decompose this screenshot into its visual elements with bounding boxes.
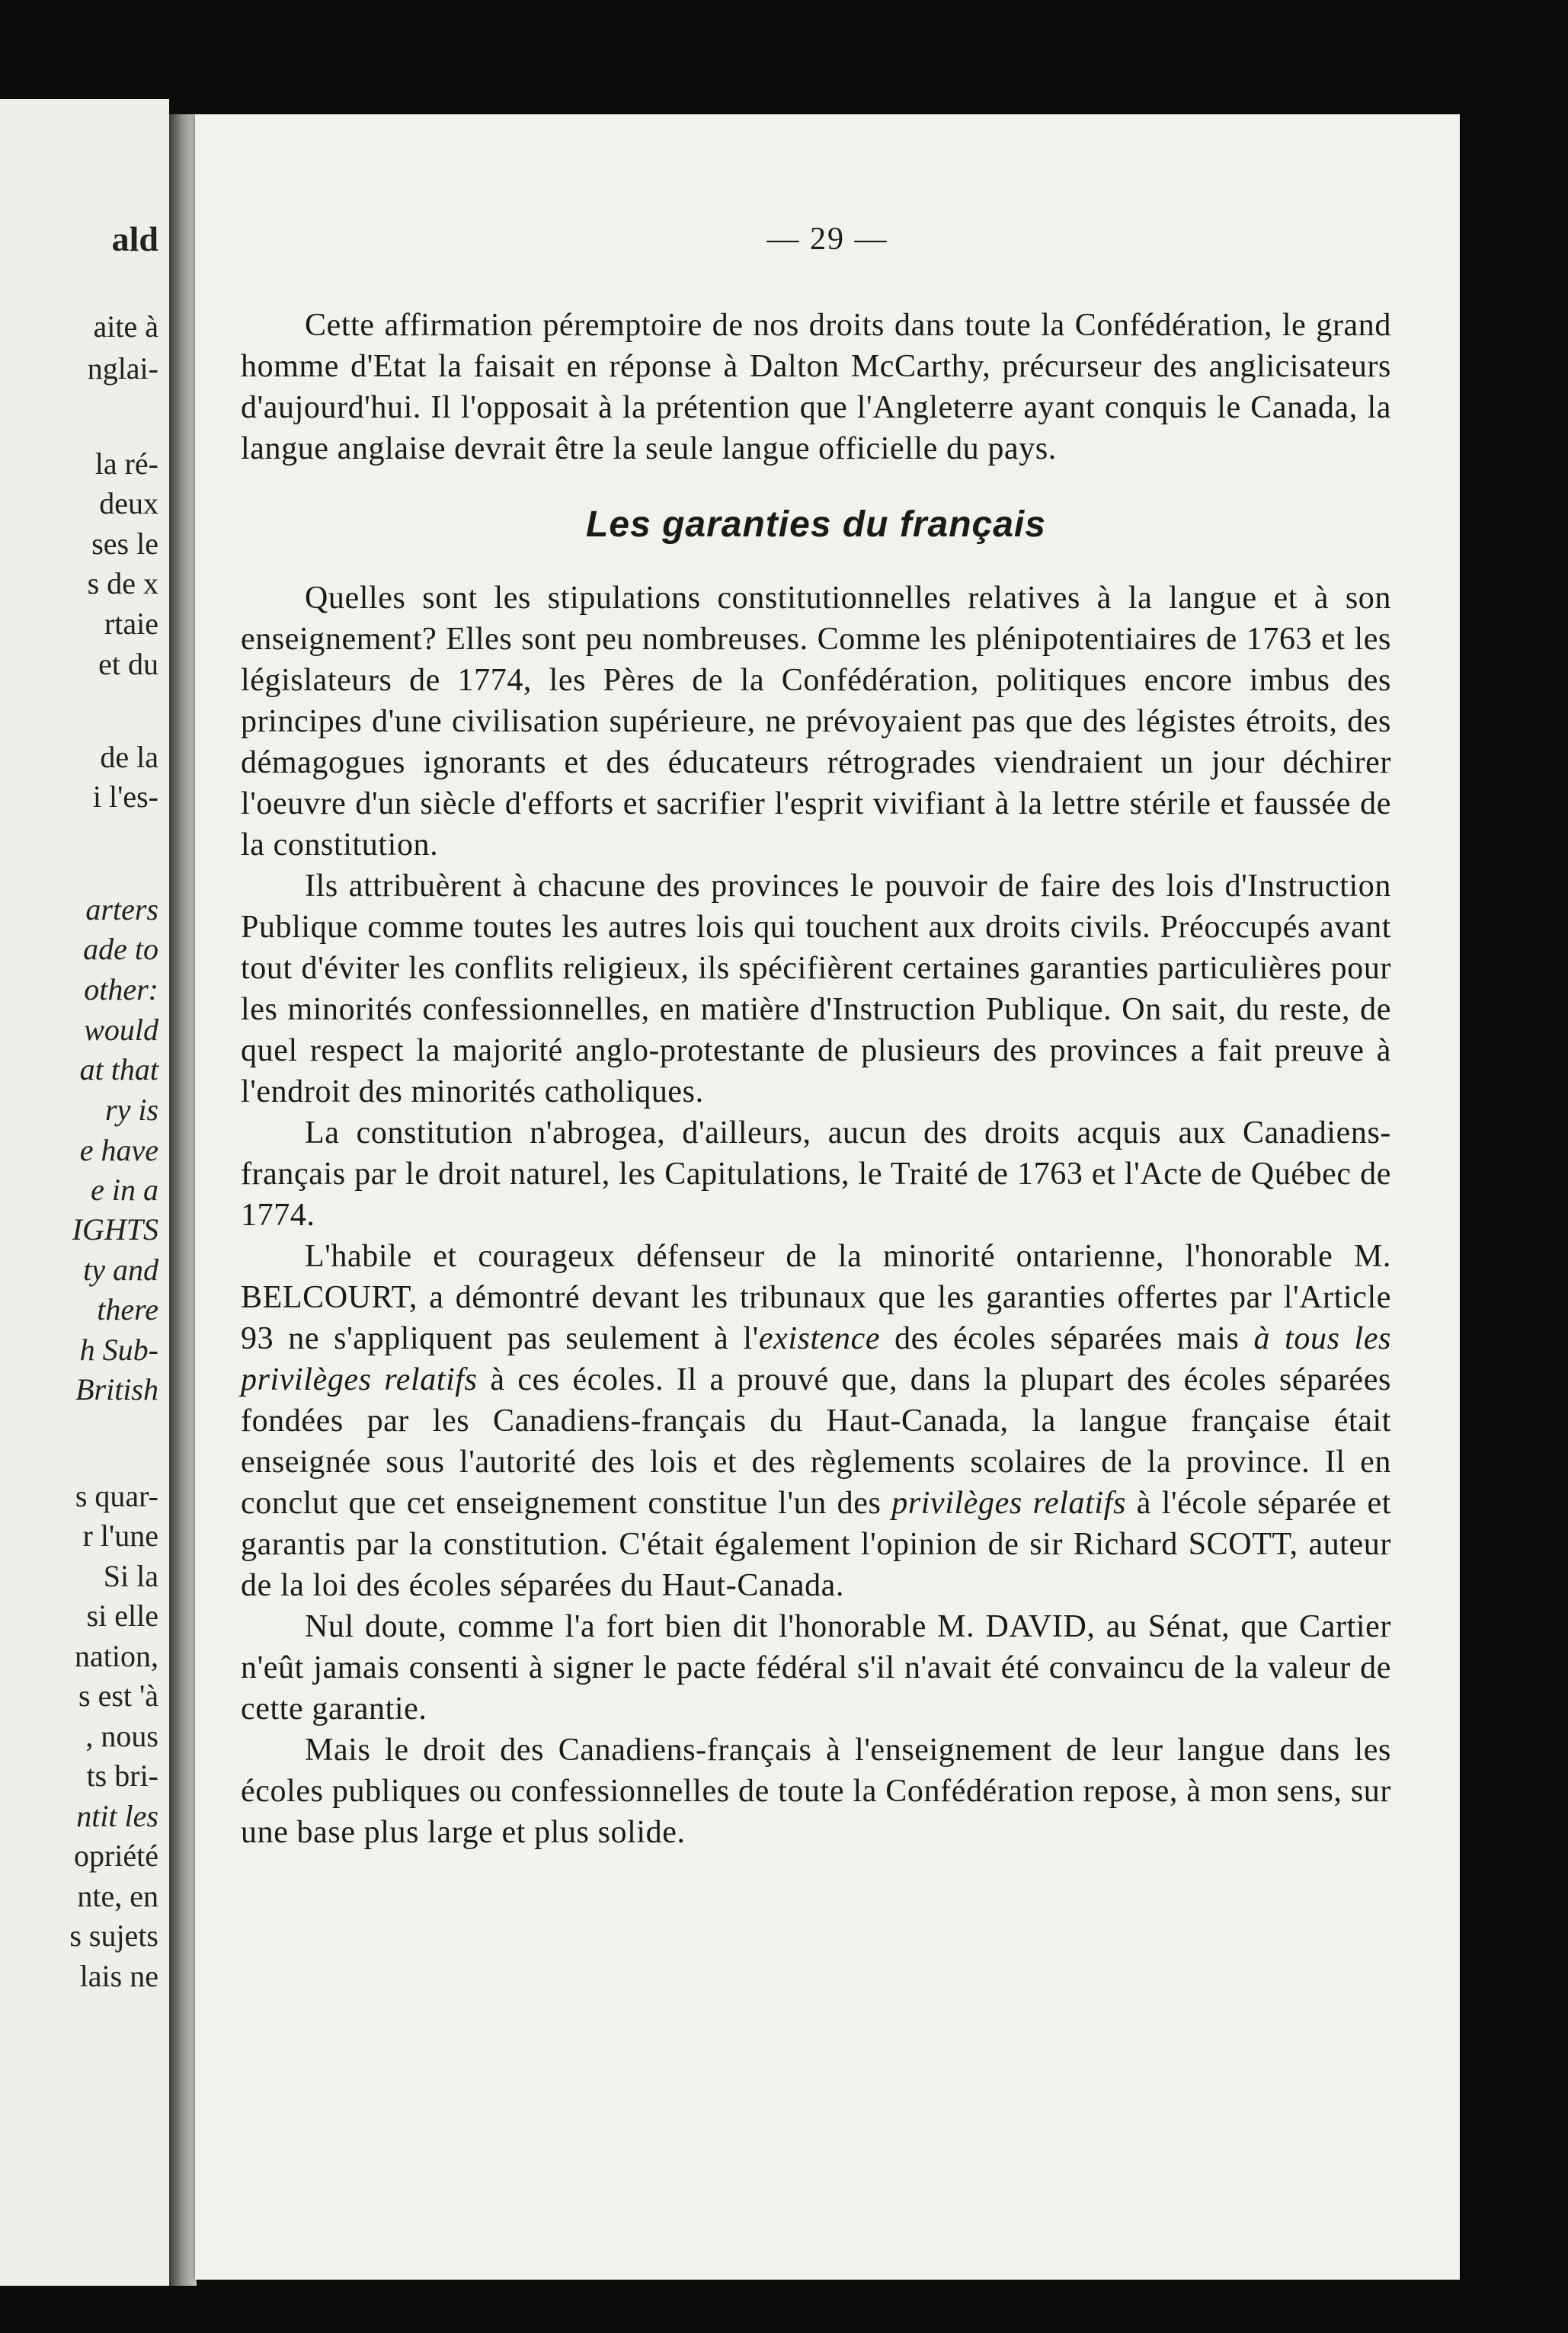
text-run: des écoles séparées mais [880,1321,1254,1356]
text-run: à l'école séparée et garantis par la constitution. C'était également l'opinion de sir Richard SCOTT, auteur de la loi des écoles séparées du Haut-Canada. [241,1486,1391,1603]
text-run: L'habile et courageux défenseur de la minorité ontarienne, l'honorable M. BELCOURT, a démontré devant les tribunaux que les garanties offertes par l'Article 93 ne s'appliquent pas seulement à l' [241,1239,1391,1356]
book-gutter [169,114,197,2286]
paragraph-provinces: Ils attribuèrent à chacune des provinces le pouvoir de faire des lois d'Instruction Publique comme toutes les autres lois qui touchent aux droits civils. Préoccupés avant tout d'éviter les conflits religieux, ils spécifièrent certaines garanties particulières pour les minorités confessionnelles, en matière d'Instruction Publique. On sait, du reste, de quel respect la majorité anglo-protestante de plusieurs des provinces a fait preuve à l'endroit des minorités catholiques. [241,869,1391,1109]
page-number: — 29 — [766,222,888,257]
facing-page-line: ts bri- [86,1759,158,1793]
facing-page-line: de la [100,740,158,774]
italic-text-run: à tous les privilèges relatifs [241,1321,1392,1397]
facing-page-line: deux [99,486,158,520]
facing-page-line: et du [98,647,158,681]
facing-page-line: aite à [93,309,158,344]
facing-page-line: Si la [103,1559,158,1593]
paragraph-david: Nul doute, comme l'a fort bien dit l'honorable M. DAVID, au Sénat, que Cartier n'eût jamais consenti à signer le pacte fédéral s'il n'avait été convaincu de la valeur de cette garantie. [241,1609,1391,1727]
facing-page-line: at that [79,1052,158,1086]
facing-page-line: IGHTS [72,1212,158,1247]
intro-paragraph: Cette affirmation péremptoire de nos droits dans toute la Confédération, le grand homme d'Etat la faisait en réponse à Dalton McCarthy, précurseur des anglicisateurs d'aujourd'hui. Il l'opposait à la prétention que l'Angleterre ayant conquis le Canada, la langue anglaise devrait être la seule langue officielle du pays. [241,308,1391,466]
facing-page-line: nglai- [87,351,158,386]
facing-page-line: rtaie [104,606,158,641]
italic-text-run: existence [758,1321,881,1356]
facing-page-line: ry is [105,1093,158,1127]
facing-page-line: opriété [73,1839,158,1873]
facing-page-line: ald [111,219,158,258]
facing-page-line: ntit les [76,1799,158,1833]
paragraph-constitution: La constitution n'abrogea, d'ailleurs, aucun des droits acquis aux Canadiens-français par le droit naturel, les Capitulations, le Traité de 1763 et l'Acte de Québec de 1774. [241,1115,1391,1233]
facing-page-line: s de x [87,566,158,600]
facing-page-line: other: [84,972,158,1006]
facing-page-line: si elle [86,1599,158,1633]
italic-text-run: privilèges relatifs [891,1486,1126,1521]
facing-page-line: r l'une [82,1519,158,1553]
facing-page-line: nte, en [77,1879,158,1913]
facing-page-line: ade to [83,932,158,966]
facing-page-line: arters [85,892,158,926]
facing-page-line: British [75,1372,158,1407]
paragraph-stipulations: Quelles sont les stipulations constitutionnelles relatives à la langue et à son enseignement? Elles sont peu nombreuses. Comme les plénipotentiaires de 1763 et les législateurs de 1774, les Pères de la Confédération, politiques encore imbus des principes d'une civilisation supérieure, ne prévoyaient pas que des légistes étroits, des démagogues ignorants et des éducateurs rétrogrades viendraient un jour déchirer l'oeuvre d'un siècle d'efforts et sacrifier l'esprit vivifiant à la lettre stérile et faussée de la constitution. [241,581,1391,862]
facing-page-line: there [97,1292,158,1327]
facing-page-line: s sujets [69,1919,158,1953]
facing-page-line: , nous [85,1719,158,1753]
facing-page-line: e have [79,1133,158,1167]
facing-page-line: would [84,1013,158,1047]
facing-page-line: la ré- [94,446,158,481]
facing-page-line: lais ne [79,1959,158,1993]
section-heading: Les garanties du français [586,504,1046,545]
facing-page-line: e in a [91,1173,158,1207]
facing-page-line: s est 'à [78,1679,158,1713]
facing-page-fragment [0,99,169,2286]
page-body [241,305,1391,1853]
facing-page-line: ty and [83,1253,158,1287]
book-page [195,114,1460,2280]
paragraph-belcourt [241,1236,1391,1606]
facing-page-line: ses le [91,526,158,561]
facing-page-line: h Sub- [79,1333,158,1367]
facing-page-line: nation, [75,1639,158,1673]
facing-page-line: i l'es- [92,779,158,814]
facing-page-line: s quar- [75,1479,158,1513]
text-run: à ces écoles. Il a prouvé que, dans la plupart des écoles séparées fondées par les Canadiens-français du Haut-Canada, la langue française était enseignée sous l'autorité des lois et des règlements scolaires de la province. Il en conclut que cet enseignement constitue l'un des [241,1362,1391,1521]
paragraph-conclusion: Mais le droit des Canadiens-français à l'enseignement de leur langue dans les écoles publiques ou confessionnelles de toute la Confédération repose, à mon sens, sur une base plus large et plus solide. [241,1733,1391,1850]
